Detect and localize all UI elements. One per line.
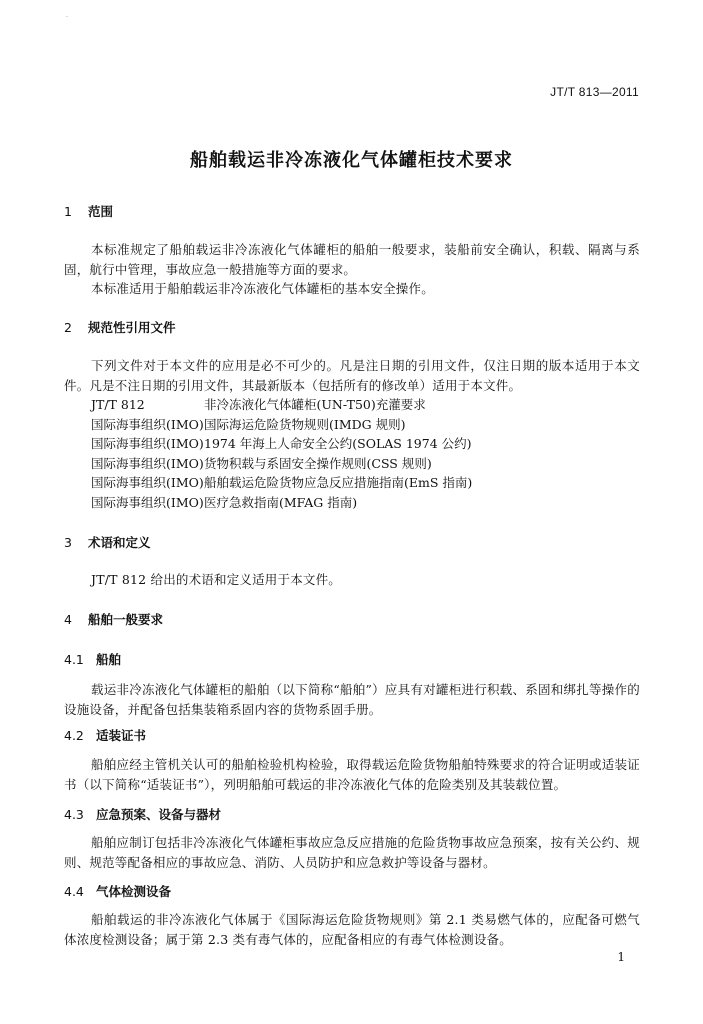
reference-code: 国际海事组织(IMO) <box>91 416 204 432</box>
subsection-number: 4.1 <box>64 652 84 667</box>
section-4-2-body <box>64 755 640 794</box>
paragraph: 本标准规定了船舶载运非冷冻液化气体罐柜的船舶一般要求，装船前安全确认，积载、隔离与系固，航行中管理，事故应急一般措施等方面的要求。 <box>64 242 640 277</box>
reference-list <box>64 395 640 513</box>
section-3-heading <box>64 533 640 553</box>
section-4-4-body <box>64 910 640 949</box>
reference-title: 医疗急救指南(MFAG 指南) <box>204 494 358 510</box>
page-number: 1 <box>617 950 625 964</box>
subsection-number: 4.2 <box>64 728 84 743</box>
section-number: 1 <box>64 204 72 219</box>
section-1-body <box>64 240 640 299</box>
reference-item <box>64 395 640 415</box>
reference-title: 非冷冻液化气体罐柜(UN-T50)充灌要求 <box>204 397 426 412</box>
section-4-1-body <box>64 680 640 719</box>
subsection-title: 气体检测设备 <box>96 884 172 899</box>
section-number: 4 <box>64 612 72 627</box>
section-2-heading <box>64 318 640 338</box>
subsection-title: 适装证书 <box>96 728 147 743</box>
reference-code: 国际海事组织(IMO) <box>91 475 204 491</box>
section-title: 船舶一般要求 <box>88 612 164 627</box>
subsection-title: 船舶 <box>96 652 122 667</box>
reference-item <box>64 493 640 513</box>
subsection-title: 应急预案、设备与器材 <box>96 807 222 822</box>
subsection-number: 4.4 <box>64 884 84 899</box>
reference-item <box>64 415 640 435</box>
section-3-body <box>64 570 640 590</box>
paragraph: 载运非冷冻液化气体罐柜的船舶（以下简称“船舶”）应具有对罐柜进行积载、系固和绑扎等操作的设施设备，并配备包括集装箱系固内容的货物系固手册。 <box>64 682 640 717</box>
reference-item <box>64 454 640 474</box>
section-4-3-body <box>64 833 640 872</box>
section-title: 术语和定义 <box>88 535 151 550</box>
section-number: 2 <box>64 320 72 335</box>
reference-title: 1974 年海上人命安全公约(SOLAS 1974 公约) <box>204 436 472 452</box>
paragraph: 下列文件对于本文件的应用是必不可少的。凡是注日期的引用文件，仅注日期的版本适用于本文件。凡是不注日期的引用文件，其最新版本（包括所有的修改单）适用于本文件。 <box>64 358 640 393</box>
section-number: 3 <box>64 535 72 550</box>
standard-code: JT/T 813—2011 <box>550 85 639 99</box>
section-2-body <box>64 356 640 513</box>
section-1-heading <box>64 202 640 222</box>
section-title: 范围 <box>88 204 114 219</box>
reference-title: 国际海运危险货物规则(IMDG 规则) <box>204 416 406 432</box>
reference-item <box>64 473 640 493</box>
reference-title: 货物积载与系固安全操作规则(CSS 规则) <box>204 455 432 471</box>
reference-code: 国际海事组织(IMO) <box>91 494 204 510</box>
paragraph: 船舶应制订包括非冷冻液化气体罐柜事故应急反应措施的危险货物事故应急预案，按有关公约、规则、规范等配备相应的事故应急、消防、人员防护和应急救护等设备与器材。 <box>64 835 640 870</box>
section-4-4-heading <box>64 882 640 902</box>
paragraph: JT/T 812 给出的术语和定义适用于本文件。 <box>91 572 342 587</box>
scan-mark: · <box>66 14 68 21</box>
reference-code: JT/T 812 <box>91 397 145 412</box>
section-title: 规范性引用文件 <box>88 320 176 335</box>
reference-code: 国际海事组织(IMO) <box>91 436 204 452</box>
section-4-3-heading <box>64 805 640 825</box>
subsection-number: 4.3 <box>64 807 84 822</box>
paragraph: 船舶载运的非冷冻液化气体属于《国际海运危险货物规则》第 2.1 类易燃气体的，应配备可燃气体浓度检测设备；属于第 2.3 类有毒气体的，应配备相应的有毒气体检测设备。 <box>64 912 640 947</box>
section-4-1-heading <box>64 650 640 670</box>
reference-item <box>64 434 640 454</box>
section-4-2-heading <box>64 726 640 746</box>
document-title: 船舶载运非冷冻液化气体罐柜技术要求 <box>190 150 513 171</box>
section-4-heading <box>64 610 640 630</box>
reference-code: 国际海事组织(IMO) <box>91 455 204 471</box>
paragraph: 本标准适用于船舶载运非冷冻液化气体罐柜的基本安全操作。 <box>91 281 434 296</box>
reference-title: 船舶载运危险货物应急反应措施指南(EmS 指南) <box>204 475 473 491</box>
paragraph: 船舶应经主管机关认可的船舶检验机构检验，取得载运危险货物船舶特殊要求的符合证明或适装证书（以下简称“适装证书”），列明船舶可载运的非冷冻液化气体的危险类别及其装载位置。 <box>64 757 640 792</box>
